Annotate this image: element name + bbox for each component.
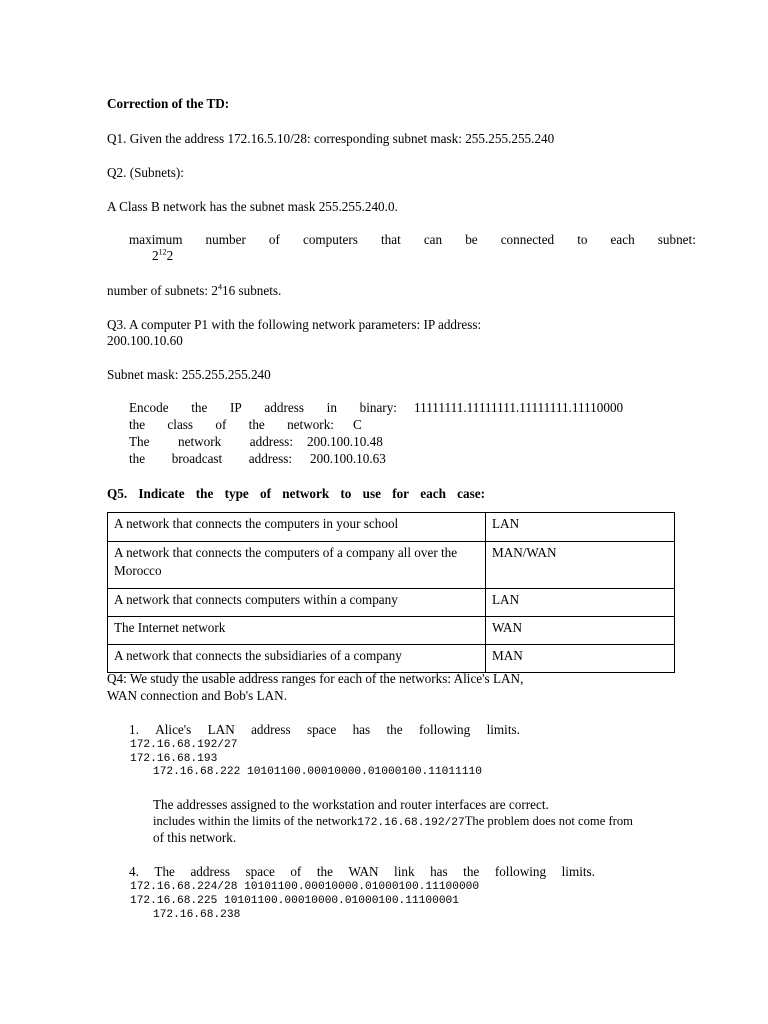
subnets-exponent: 4 <box>217 282 222 292</box>
word: following <box>418 722 471 737</box>
q4-item4-address: 172.16.68.238 <box>153 909 241 921</box>
word: that <box>380 232 401 247</box>
formula-exponent: 12 <box>158 247 167 257</box>
word: The <box>154 864 175 879</box>
word: network: <box>287 417 334 432</box>
type-cell: MAN <box>486 645 675 673</box>
q2-intro: A Class B network has the subnet mask 255.255.240.0. <box>107 199 398 214</box>
q4-item1-address: 172.16.68.193 <box>130 753 218 765</box>
word: the <box>316 864 333 879</box>
word: of <box>260 486 272 501</box>
q3-network-value: 200.100.10.48 <box>307 434 383 449</box>
case-line-2: Morocco <box>114 563 162 578</box>
word: address: <box>249 434 293 449</box>
case-cell: A network that connects the subsidiaries of a company <box>108 645 486 673</box>
word: the <box>463 864 480 879</box>
word: the <box>386 722 403 737</box>
word: WAN <box>348 864 379 879</box>
table-row <box>108 513 675 542</box>
note-text: The problem does not come from <box>464 814 633 828</box>
word: Encode <box>129 400 169 415</box>
q4-item1-heading <box>129 722 520 738</box>
q4-item1-address: 172.16.68.222 10101100.00010000.01000100.11011110 <box>153 766 482 778</box>
word: for <box>392 486 410 501</box>
q3-encode-row <box>129 400 657 416</box>
type-cell: LAN <box>486 589 675 617</box>
q2-max-computers <box>129 232 696 248</box>
word: network <box>178 434 222 449</box>
word: of <box>268 232 280 247</box>
word: subnet: <box>657 232 696 247</box>
q3-class-value: C <box>353 417 362 432</box>
case-cell <box>108 542 486 589</box>
subnets-suffix: 16 subnets. <box>221 283 282 298</box>
type-cell: MAN/WAN <box>486 542 675 589</box>
word: of <box>215 417 227 432</box>
table-row <box>108 645 675 673</box>
word: LAN <box>207 722 235 737</box>
word: space <box>306 722 337 737</box>
word: to <box>577 232 588 247</box>
word: maximum <box>129 232 183 247</box>
q1-text: Q1. Given the address 172.16.5.10/28: corresponding subnet mask: 255.255.255.240 <box>107 131 555 146</box>
word: class <box>167 417 194 432</box>
case-line-1: A network that connects the computers of a company all over the <box>114 545 458 560</box>
case-cell: A network that connects the computers in your school <box>108 513 486 542</box>
q4-item4-address: 172.16.68.225 10101100.00010000.01000100.11100001 <box>130 895 459 907</box>
case-cell: A network that connects computers within a company <box>108 589 486 617</box>
word: number <box>205 232 246 247</box>
q3-broadcast-label <box>129 451 292 467</box>
word: has <box>430 864 448 879</box>
word: Q5. <box>107 486 128 501</box>
q4-item4-heading <box>129 864 595 880</box>
word: be <box>465 232 478 247</box>
q4-item1-note2 <box>153 813 633 830</box>
word: the <box>195 486 214 501</box>
q3-subnet-mask: Subnet mask: 255.255.255.240 <box>107 367 271 382</box>
q2-subnets-count <box>107 283 281 299</box>
word: address <box>264 400 304 415</box>
word: use <box>362 486 381 501</box>
word: The <box>129 434 150 449</box>
word: link <box>394 864 415 879</box>
word: connected <box>500 232 555 247</box>
q4-item1-note3: of this network. <box>153 830 237 845</box>
word: the <box>129 451 146 466</box>
word: in <box>326 400 337 415</box>
word: Alice's <box>155 722 192 737</box>
word: address <box>251 722 291 737</box>
subnets-prefix: number of subnets: 2 <box>107 283 218 298</box>
q4-item1-address: 172.16.68.192/27 <box>130 739 238 751</box>
type-cell: LAN <box>486 513 675 542</box>
word: space <box>245 864 275 879</box>
q3-network-row <box>129 434 383 450</box>
q3-encode-label <box>129 400 397 416</box>
note-text: includes within the limits of the network <box>153 814 358 828</box>
case-cell: The Internet network <box>108 617 486 645</box>
q3-class-label <box>129 417 334 433</box>
word: each <box>610 232 635 247</box>
q4-item4-address: 172.16.68.224/28 10101100.00010000.01000100.11100000 <box>130 881 480 893</box>
q3-broadcast-value: 200.100.10.63 <box>310 451 386 466</box>
table-row <box>108 589 675 617</box>
q2-max-formula <box>152 248 173 264</box>
word: computers <box>302 232 358 247</box>
q4-item1-note1: The addresses assigned to the workstation and router interfaces are correct. <box>153 797 549 812</box>
word: the <box>191 400 208 415</box>
word: the <box>129 417 146 432</box>
word: address <box>190 864 230 879</box>
word: limits. <box>561 864 595 879</box>
word: address: <box>248 451 292 466</box>
word: limits. <box>486 722 520 737</box>
word: type <box>224 486 249 501</box>
word: can <box>423 232 443 247</box>
network-type-table <box>107 512 675 673</box>
q3-network-label <box>129 434 293 450</box>
q3-class-row <box>129 417 362 433</box>
word: of <box>290 864 302 879</box>
table-row <box>108 542 675 589</box>
word: network <box>282 486 330 501</box>
formula-tail: 2 <box>166 248 174 263</box>
q5-heading <box>107 486 485 502</box>
word: 1. <box>129 722 139 737</box>
word: to <box>340 486 352 501</box>
q3-broadcast-row <box>129 451 386 467</box>
word: 4. <box>129 864 139 879</box>
document-title: Correction of the TD: <box>107 96 230 111</box>
word: each <box>420 486 446 501</box>
note-network: 172.16.68.192/27 <box>357 817 465 829</box>
q4-line1: Q4: We study the usable address ranges for each of the networks: Alice's LAN, <box>107 671 524 686</box>
word: following <box>494 864 547 879</box>
word: broadcast <box>171 451 223 466</box>
q3-line1: Q3. A computer P1 with the following network parameters: IP address: <box>107 317 482 332</box>
table-row <box>108 617 675 645</box>
type-cell: WAN <box>486 617 675 645</box>
word: IP <box>230 400 242 415</box>
q3-encode-value: 11111111.11111111.11111111.11110000 <box>414 400 624 415</box>
word: case: <box>457 486 485 501</box>
word: has <box>352 722 371 737</box>
formula-base: 2 <box>152 248 159 263</box>
q4-line2: WAN connection and Bob's LAN. <box>107 688 288 703</box>
word: Indicate <box>138 486 185 501</box>
word: binary: <box>359 400 397 415</box>
q3-line2: 200.100.10.60 <box>107 333 183 348</box>
word: the <box>248 417 265 432</box>
q2-heading: Q2. (Subnets): <box>107 165 184 180</box>
